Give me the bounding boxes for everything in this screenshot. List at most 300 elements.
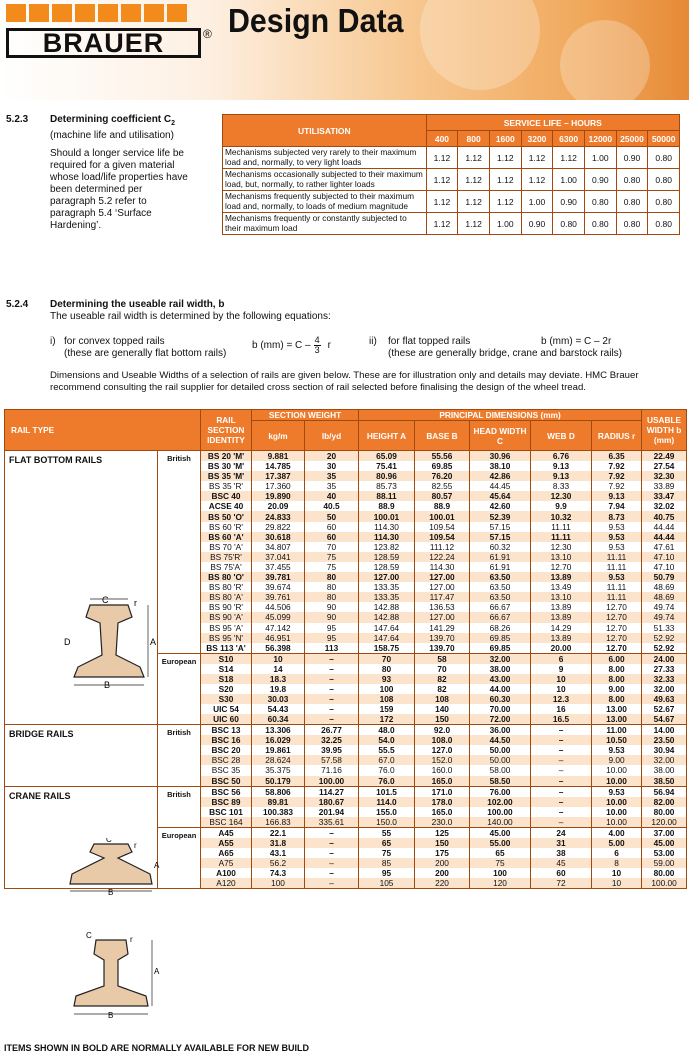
rail-value-cell: 39.674 — [252, 582, 305, 592]
coefficient-cell: 0.90 — [584, 169, 616, 191]
rail-value-cell: 100 — [252, 878, 305, 889]
page-title: Design Data — [228, 2, 404, 39]
rail-value-cell: 12.70 — [592, 612, 642, 622]
service-hours-header: 25000 — [616, 131, 648, 147]
rail-value-cell: 147.64 — [359, 623, 415, 633]
rail-value-cell: 114.0 — [359, 797, 415, 807]
rail-value-cell: 12.3 — [531, 694, 592, 704]
rail-value-cell: 20 — [305, 451, 359, 462]
rail-value-cell: 60 — [305, 532, 359, 542]
rail-value-cell: 80.00 — [642, 807, 687, 817]
principal-dimensions-header: PRINCIPAL DIMENSIONS (mm) — [359, 410, 642, 421]
rail-identity-cell: BS 90 'A' — [201, 612, 252, 622]
rail-value-cell: 6 — [531, 653, 592, 664]
rail-value-cell: 66.67 — [470, 612, 531, 622]
coefficient-cell: 0.80 — [648, 191, 680, 213]
rail-value-cell: 9.13 — [592, 491, 642, 501]
rail-value-cell: 44.00 — [470, 684, 531, 694]
coefficient-cell: 1.12 — [458, 169, 490, 191]
rail-value-cell: 80 — [305, 582, 359, 592]
utilisation-row — [223, 191, 680, 213]
rail-value-cell: 13.00 — [592, 714, 642, 725]
height-header: HEIGHT A — [359, 421, 415, 451]
rail-value-cell: 111.12 — [415, 542, 470, 552]
rail-value-cell: 55 — [359, 827, 415, 838]
rail-value-cell: 39.95 — [305, 745, 359, 755]
diagram-label-c: C — [102, 595, 109, 605]
rail-identity-cell: A120 — [201, 878, 252, 889]
section-intro: The useable rail width is determined by the following equations: — [50, 311, 331, 322]
rail-identity-cell: BS 95 'N' — [201, 633, 252, 643]
coefficient-cell: 0.90 — [553, 191, 585, 213]
rail-value-cell: 43.1 — [252, 848, 305, 858]
formula-r: r — [327, 339, 331, 351]
rail-value-cell: 11.11 — [531, 522, 592, 532]
rail-value-cell: 56.2 — [252, 858, 305, 868]
coefficient-cell: 1.00 — [521, 191, 553, 213]
rail-value-cell: 29.822 — [252, 522, 305, 532]
section-5-2-3-heading — [50, 114, 218, 142]
rail-value-cell: 108 — [415, 694, 470, 704]
rail-value-cell: 34.807 — [252, 542, 305, 552]
rail-value-cell: 6.35 — [592, 451, 642, 462]
rail-value-cell: 14.00 — [642, 725, 687, 736]
equation-1-text: for convex topped rails — [64, 336, 165, 347]
rail-value-cell: 9.53 — [592, 542, 642, 552]
rail-value-cell: 230.0 — [415, 817, 470, 828]
rail-value-cell: 11.11 — [592, 552, 642, 562]
rail-value-cell: 150 — [415, 838, 470, 848]
rail-value-cell: 11.00 — [592, 725, 642, 736]
utilisation-description: Mechanisms frequently or constantly subjected to their maximum load — [223, 213, 427, 235]
rail-value-cell: 32.33 — [642, 674, 687, 684]
service-life-header: SERVICE LIFE – HOURS — [426, 115, 679, 131]
rail-value-cell: 113 — [305, 643, 359, 654]
rail-value-cell: 109.54 — [415, 532, 470, 542]
rail-value-cell: 75 — [470, 858, 531, 868]
rail-identity-cell: A65 — [201, 848, 252, 858]
rail-identity-cell: BS 75'A' — [201, 562, 252, 572]
rail-value-cell: 19.8 — [252, 684, 305, 694]
rail-value-cell: 125 — [415, 827, 470, 838]
rail-value-cell: – — [305, 694, 359, 704]
rail-value-cell: 10 — [531, 684, 592, 694]
utilisation-row — [223, 147, 680, 169]
rail-value-cell: 30.94 — [642, 745, 687, 755]
rail-value-cell: 100.00 — [470, 807, 531, 817]
rail-value-cell: 44.45 — [470, 481, 531, 491]
rail-value-cell: 100 — [470, 868, 531, 878]
rail-value-cell: 55.5 — [359, 745, 415, 755]
rail-value-cell: 56.94 — [642, 786, 687, 797]
coefficient-cell: 1.12 — [521, 147, 553, 169]
rail-value-cell: 14 — [252, 664, 305, 674]
rail-value-cell: 47.10 — [642, 562, 687, 572]
diagram-label-c: C — [106, 838, 112, 844]
rail-value-cell: 44.50 — [470, 735, 531, 745]
equation-2-text: for flat topped rails — [388, 336, 471, 347]
coefficient-cell: 1.12 — [426, 147, 458, 169]
rail-value-cell: 48.0 — [359, 725, 415, 736]
lbyd-header: lb/yd — [305, 421, 359, 451]
rail-identity-cell: S14 — [201, 664, 252, 674]
web-header: WEB D — [531, 421, 592, 451]
section-5-2-4-heading — [50, 299, 680, 323]
diagram-label-a: A — [154, 967, 160, 976]
rail-value-cell: 10 — [592, 868, 642, 878]
rail-value-cell: 11.11 — [592, 582, 642, 592]
rail-value-cell: 45.64 — [470, 491, 531, 501]
rail-value-cell: 6 — [592, 848, 642, 858]
rail-identity-cell: BSC 56 — [201, 786, 252, 797]
rail-value-cell: 19.890 — [252, 491, 305, 501]
rail-value-cell: 9.53 — [592, 786, 642, 797]
equation-2 — [388, 336, 688, 360]
rail-value-cell: 127.00 — [415, 612, 470, 622]
rail-identity-cell: BSC 16 — [201, 735, 252, 745]
rail-value-cell: – — [531, 807, 592, 817]
coefficient-cell: 1.12 — [489, 191, 521, 213]
rail-value-cell: 95 — [305, 623, 359, 633]
rail-value-cell: 9.9 — [531, 501, 592, 511]
rail-value-cell: 85.73 — [359, 481, 415, 491]
utilisation-description: Mechanisms frequently subjected to their maximum load and, normally, to loads of medium magnitude — [223, 191, 427, 213]
equation-2-formula: b (mm) = C – 2r — [541, 336, 612, 347]
usable-width-header: USABLE WIDTH b (mm) — [642, 410, 687, 451]
rail-type-cell: BRIDGE RAILS — [5, 725, 158, 786]
banner-decoration — [420, 0, 540, 90]
rail-value-cell: 76.0 — [359, 776, 415, 787]
rail-value-cell: 45.099 — [252, 612, 305, 622]
rail-value-cell: – — [531, 725, 592, 736]
rail-value-cell: 45.00 — [470, 827, 531, 838]
rail-value-cell: 9.13 — [531, 471, 592, 481]
rail-value-cell: 165.0 — [415, 807, 470, 817]
rail-value-cell: 20.00 — [531, 643, 592, 654]
service-hours-header: 12000 — [584, 131, 616, 147]
rail-value-cell: 100.01 — [415, 511, 470, 521]
rail-value-cell: 114.30 — [415, 562, 470, 572]
rail-value-cell: 54.43 — [252, 704, 305, 714]
rail-value-cell: 39.761 — [252, 592, 305, 602]
rail-identity-cell: BSC 50 — [201, 776, 252, 787]
rail-value-cell: 60.34 — [252, 714, 305, 725]
rail-identity-cell: S10 — [201, 653, 252, 664]
rail-origin-cell: British — [158, 786, 201, 827]
rail-value-cell: 45.00 — [642, 838, 687, 848]
rail-value-cell: 9.00 — [592, 755, 642, 765]
diagram-label-a: A — [150, 637, 157, 647]
heading-subscript: 2 — [171, 120, 176, 127]
section-heading: Determining the useable rail width, b — [50, 299, 225, 310]
rail-value-cell: 9 — [531, 664, 592, 674]
rail-value-cell: 165.0 — [415, 776, 470, 787]
rail-value-cell: 88.9 — [359, 501, 415, 511]
rail-value-cell: – — [531, 745, 592, 755]
rail-value-cell: 52.39 — [470, 511, 531, 521]
rail-value-cell: 76.00 — [470, 786, 531, 797]
rail-value-cell: 9.13 — [531, 461, 592, 471]
rail-value-cell: 10 — [592, 878, 642, 889]
coefficient-cell: 1.12 — [426, 169, 458, 191]
rail-identity-cell: S20 — [201, 684, 252, 694]
rail-value-cell: 47.142 — [252, 623, 305, 633]
equation-2-label: ii) — [369, 336, 377, 347]
rail-value-cell: 11.11 — [531, 532, 592, 542]
rail-value-cell: 38.10 — [470, 461, 531, 471]
rail-value-cell: 100 — [359, 684, 415, 694]
rail-value-cell: 32.00 — [642, 755, 687, 765]
rail-value-cell: 65 — [359, 838, 415, 848]
diagram-label-r: r — [134, 598, 137, 608]
coefficient-cell: 0.80 — [584, 191, 616, 213]
section-5-2-3-number: 5.2.3 — [6, 114, 29, 125]
rail-identity-cell: BS 35 'R' — [201, 481, 252, 491]
coefficient-cell: 1.00 — [489, 213, 521, 235]
rail-value-cell: – — [305, 714, 359, 725]
rail-identity-cell: BSC 40 — [201, 491, 252, 501]
rail-value-cell: 141.29 — [415, 623, 470, 633]
rail-value-cell: 70 — [415, 664, 470, 674]
coefficient-cell: 0.80 — [648, 169, 680, 191]
rail-value-cell: 14.29 — [531, 623, 592, 633]
rail-value-cell: 82.00 — [642, 797, 687, 807]
coefficient-cell: 0.80 — [616, 169, 648, 191]
rail-identity-cell: BS 80 'O' — [201, 572, 252, 582]
diagram-label-b: B — [108, 888, 114, 896]
rail-value-cell: – — [531, 797, 592, 807]
base-header: BASE B — [415, 421, 470, 451]
rail-value-cell: 8.00 — [592, 674, 642, 684]
rail-value-cell: 24.00 — [642, 653, 687, 664]
rail-value-cell: 47.61 — [642, 542, 687, 552]
rail-value-cell: 17.360 — [252, 481, 305, 491]
brand-logo — [6, 28, 201, 58]
diagram-label-b: B — [108, 1011, 114, 1020]
rail-value-cell: 10 — [531, 674, 592, 684]
coefficient-cell: 1.12 — [458, 147, 490, 169]
rail-value-cell: 172 — [359, 714, 415, 725]
rail-value-cell: 147.64 — [359, 633, 415, 643]
rail-identity-cell: BSC 164 — [201, 817, 252, 828]
rail-value-cell: 8 — [592, 858, 642, 868]
rail-value-cell: 69.85 — [470, 643, 531, 654]
rail-value-cell: – — [305, 827, 359, 838]
rail-identity-cell: BSC 35 — [201, 765, 252, 775]
rail-value-cell: 38.00 — [642, 765, 687, 775]
rail-identity-cell: A55 — [201, 838, 252, 848]
rail-value-cell: 8.00 — [592, 664, 642, 674]
rail-value-cell: 109.54 — [415, 522, 470, 532]
rail-value-cell: 9.881 — [252, 451, 305, 462]
rail-value-cell: 57.15 — [470, 522, 531, 532]
kgm-header: kg/m — [252, 421, 305, 451]
rail-value-cell: 52.92 — [642, 643, 687, 654]
rail-value-cell: 100.383 — [252, 807, 305, 817]
service-hours-header: 3200 — [521, 131, 553, 147]
rail-value-cell: 180.67 — [305, 797, 359, 807]
rail-value-cell: 80.00 — [642, 868, 687, 878]
rail-value-cell: 13.89 — [531, 572, 592, 582]
rail-value-cell: 75 — [305, 552, 359, 562]
rail-identity-cell: BSC 20 — [201, 745, 252, 755]
rail-value-cell: 60 — [305, 522, 359, 532]
rail-value-cell: 90 — [305, 602, 359, 612]
utilisation-row — [223, 213, 680, 235]
rail-value-cell: 13.10 — [531, 552, 592, 562]
rail-value-cell: 42.86 — [470, 471, 531, 481]
rail-value-cell: 160.0 — [415, 765, 470, 775]
rail-value-cell: 171.0 — [415, 786, 470, 797]
formula-text: b (mm) = C – — [252, 339, 311, 351]
section-5-2-4-number: 5.2.4 — [6, 299, 29, 310]
rail-value-cell: 11.11 — [592, 562, 642, 572]
rail-value-cell: 8.73 — [592, 511, 642, 521]
rail-value-cell: 57.15 — [470, 532, 531, 542]
rail-identity-cell: BS 60 'R' — [201, 522, 252, 532]
rail-value-cell: 82 — [415, 674, 470, 684]
equation-2-note: (these are generally bridge, crane and barstock rails) — [388, 348, 623, 359]
rail-value-cell: 9.53 — [592, 572, 642, 582]
rail-value-cell: 12.70 — [592, 602, 642, 612]
rail-value-cell: – — [305, 674, 359, 684]
rail-value-cell: 17.387 — [252, 471, 305, 481]
rail-value-cell: 7.94 — [592, 501, 642, 511]
rail-value-cell: 55.56 — [415, 451, 470, 462]
rail-identity-header: RAIL SECTION IDENTITY — [201, 410, 252, 451]
rail-value-cell: 80 — [305, 592, 359, 602]
rail-value-cell: – — [305, 858, 359, 868]
rail-type-cell: CRANE RAILS — [5, 786, 158, 889]
coefficient-cell: 1.00 — [553, 169, 585, 191]
rail-value-cell: 7.92 — [592, 481, 642, 491]
rail-value-cell: 59.00 — [642, 858, 687, 868]
rail-value-cell: 43.00 — [470, 674, 531, 684]
rail-value-cell: 16 — [531, 704, 592, 714]
rail-value-cell: 32.02 — [642, 501, 687, 511]
rail-value-cell: 13.306 — [252, 725, 305, 736]
flat-bottom-rail-diagram — [60, 595, 160, 690]
rail-value-cell: 46.951 — [252, 633, 305, 643]
rail-value-cell: 54.67 — [642, 714, 687, 725]
rail-value-cell: 35.375 — [252, 765, 305, 775]
rail-value-cell: 36.00 — [470, 725, 531, 736]
rail-value-cell: 76.20 — [415, 471, 470, 481]
rail-value-cell: 70 — [359, 653, 415, 664]
bridge-rail-diagram — [62, 838, 162, 896]
rail-value-cell: 139.70 — [415, 643, 470, 654]
rail-row — [5, 451, 687, 462]
rail-value-cell: 60.32 — [470, 542, 531, 552]
rail-value-cell: 7.92 — [592, 461, 642, 471]
rail-value-cell: 82 — [415, 684, 470, 694]
rail-value-cell: 65 — [470, 848, 531, 858]
rail-value-cell: – — [305, 664, 359, 674]
rail-value-cell: – — [531, 765, 592, 775]
rail-identity-cell: S18 — [201, 674, 252, 684]
rail-identity-cell: BS 60 'A' — [201, 532, 252, 542]
rail-value-cell: 127.0 — [415, 745, 470, 755]
rail-value-cell: 40.5 — [305, 501, 359, 511]
rail-value-cell: 51.33 — [642, 623, 687, 633]
rail-value-cell: 13.49 — [531, 582, 592, 592]
rail-value-cell: 114.30 — [359, 522, 415, 532]
rail-type-header: RAIL TYPE — [5, 410, 201, 451]
rail-value-cell: 60.30 — [470, 694, 531, 704]
coefficient-cell: 0.90 — [521, 213, 553, 235]
rail-value-cell: 14.785 — [252, 461, 305, 471]
rail-origin-cell: European — [158, 827, 201, 888]
rail-value-cell: 12.70 — [592, 643, 642, 654]
rail-identity-cell: BSC 101 — [201, 807, 252, 817]
rail-value-cell: 38 — [531, 848, 592, 858]
rail-value-cell: 75 — [305, 562, 359, 572]
rail-value-cell: 37.00 — [642, 827, 687, 838]
coefficient-cell: 1.12 — [458, 213, 490, 235]
rail-value-cell: 114.27 — [305, 786, 359, 797]
rail-value-cell: 48.69 — [642, 592, 687, 602]
rail-value-cell: 38.50 — [642, 776, 687, 787]
rail-value-cell: 65.09 — [359, 451, 415, 462]
rail-value-cell: 10.00 — [592, 807, 642, 817]
rail-value-cell: 37.455 — [252, 562, 305, 572]
coefficient-cell: 0.80 — [648, 147, 680, 169]
rail-value-cell: 13.10 — [531, 592, 592, 602]
rail-value-cell: 158.75 — [359, 643, 415, 654]
rail-value-cell: – — [531, 786, 592, 797]
rail-identity-cell: UIC 60 — [201, 714, 252, 725]
rail-value-cell: 38.00 — [470, 664, 531, 674]
equation-1-note: (these are generally flat bottom rails) — [64, 348, 227, 359]
rail-value-cell: 155.0 — [359, 807, 415, 817]
section-weight-header: SECTION WEIGHT — [252, 410, 359, 421]
rail-value-cell: 50.79 — [642, 572, 687, 582]
rail-identity-cell: BS 70 'A' — [201, 542, 252, 552]
rail-value-cell: 12.30 — [531, 542, 592, 552]
rail-value-cell: 20.09 — [252, 501, 305, 511]
fraction-denominator: 3 — [314, 345, 320, 355]
rail-value-cell: 18.3 — [252, 674, 305, 684]
rail-value-cell: 6.76 — [531, 451, 592, 462]
rail-value-cell: 200 — [415, 858, 470, 868]
rail-value-cell: 19.861 — [252, 745, 305, 755]
rail-value-cell: 11.11 — [592, 592, 642, 602]
rail-identity-cell: BSC 89 — [201, 797, 252, 807]
rail-value-cell: 201.94 — [305, 807, 359, 817]
rail-value-cell: 30.96 — [470, 451, 531, 462]
fraction-numerator: 4 — [314, 335, 320, 345]
rail-value-cell: 10.32 — [531, 511, 592, 521]
rail-value-cell: 58.806 — [252, 786, 305, 797]
rail-value-cell: 72 — [531, 878, 592, 889]
rail-value-cell: 93 — [359, 674, 415, 684]
rail-value-cell: 61.91 — [470, 562, 531, 572]
rail-identity-cell: A100 — [201, 868, 252, 878]
rail-value-cell: 58.50 — [470, 776, 531, 787]
rail-value-cell: 128.59 — [359, 552, 415, 562]
rail-identity-cell: A75 — [201, 858, 252, 868]
diagram-label-r: r — [130, 935, 133, 944]
equation-1 — [64, 336, 254, 360]
rail-identity-cell: S30 — [201, 694, 252, 704]
rail-identity-cell: BS 35 'M' — [201, 471, 252, 481]
rail-value-cell: 22.49 — [642, 451, 687, 462]
rail-value-cell: 67.0 — [359, 755, 415, 765]
rail-value-cell: 45 — [531, 858, 592, 868]
rail-value-cell: 63.50 — [470, 572, 531, 582]
rail-value-cell: 39.781 — [252, 572, 305, 582]
rail-value-cell: 27.54 — [642, 461, 687, 471]
